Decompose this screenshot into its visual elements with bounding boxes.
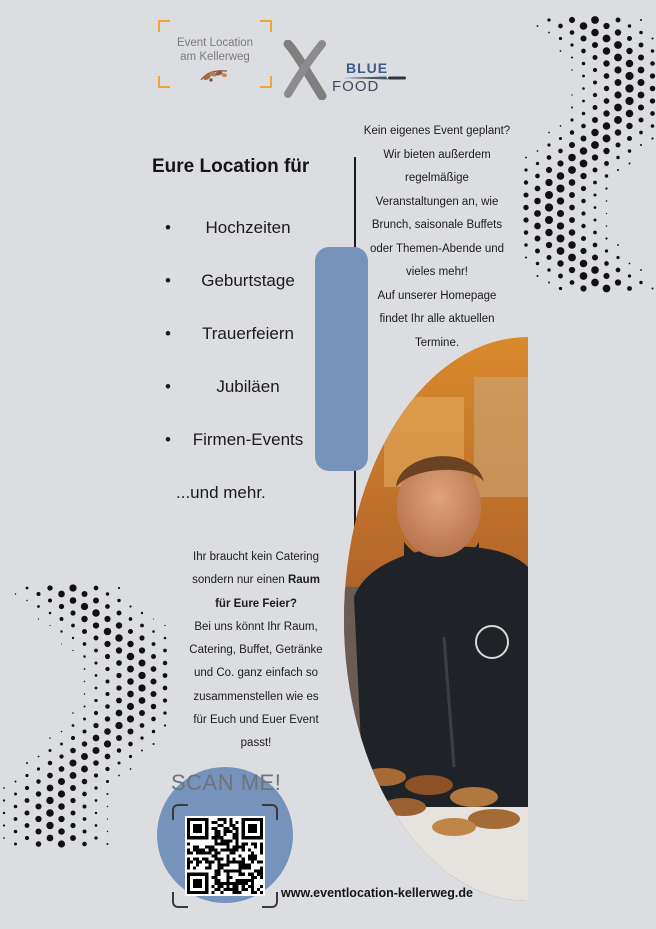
events-info-line: Termine. [414, 336, 460, 349]
catering-info-line: zusammenstellen wie es [193, 690, 319, 703]
event-list-item [165, 271, 315, 291]
logo-line-1: Event Location [176, 37, 254, 49]
logo-line-2: am Kellerweg [180, 51, 250, 63]
catering-info-line: und Co. ganz einfach so [193, 667, 319, 680]
x-mark [282, 40, 328, 100]
catering-info-emphasis: für Eure Feier? [215, 597, 297, 610]
event-list-item [165, 430, 315, 450]
events-info-text [357, 120, 517, 355]
knife-icon [342, 75, 406, 81]
events-info-line: Brunch, saisonale Buffets [371, 219, 503, 231]
event-list-label: Trauerfeiern [202, 324, 294, 343]
events-info-line: oder Themen-Abende und [369, 242, 505, 255]
catering-info-line: Catering, Buffet, Getränke [189, 644, 323, 657]
events-info-line: Veranstaltungen an, wie [375, 195, 499, 208]
catering-info-line: Bei uns könnt Ihr Raum, [194, 620, 318, 633]
halftone-decoration-top-right [520, 0, 656, 300]
event-list-item [165, 218, 315, 238]
event-location-logo [158, 20, 272, 88]
halftone-decoration-bottom-left [0, 580, 180, 850]
catering-info-line: Ihr braucht kein Catering [193, 551, 319, 563]
events-info-line: Kein eigenes Event geplant? [363, 125, 511, 137]
bullet: • [165, 430, 171, 449]
event-list-label: Jubiläen [216, 377, 280, 396]
blue-food-logo-top: BLUE [346, 60, 389, 76]
page-title: Eure Location für [152, 156, 310, 177]
catering-info-emphasis: Raum [287, 574, 320, 587]
bullet: • [165, 377, 171, 396]
chef-photo [344, 337, 528, 901]
more-events-text: ...und mehr. [176, 483, 266, 502]
event-list-label: Hochzeiten [205, 218, 291, 237]
scan-me-label: SCAN ME! [171, 770, 282, 795]
events-info-line: Auf unserer Homepage [377, 289, 497, 302]
website-link[interactable]: www.eventlocation-kellerweg.de [281, 886, 473, 900]
catering-info-text-span: sondern nur einen [192, 574, 288, 587]
catering-info-line: für Euch und Euer Event [193, 714, 319, 727]
catering-info-line: passt! [240, 737, 272, 750]
events-info-line: regelmäßige [405, 172, 469, 184]
event-list-item [165, 377, 315, 397]
bullet: • [165, 218, 171, 237]
catering-info-line [178, 569, 334, 592]
catering-info-line [178, 593, 334, 616]
events-info-line: Wir bieten außerdem [383, 148, 491, 161]
blue-food-logo [332, 60, 406, 96]
bullet: • [165, 271, 171, 290]
leaf-icon [199, 68, 229, 84]
event-list-label: Geburtstage [201, 271, 295, 290]
blue-food-logo-bottom: FOOD [332, 78, 380, 95]
event-list-item [165, 324, 315, 344]
event-list-label: Firmen-Events [192, 430, 304, 449]
events-info-line: vieles mehr! [406, 266, 468, 278]
events-info-line: findet Ihr alle aktuellen [379, 313, 495, 325]
qr-code-icon[interactable] [185, 816, 265, 896]
catering-info-text [178, 546, 334, 756]
bullet: • [165, 324, 171, 343]
